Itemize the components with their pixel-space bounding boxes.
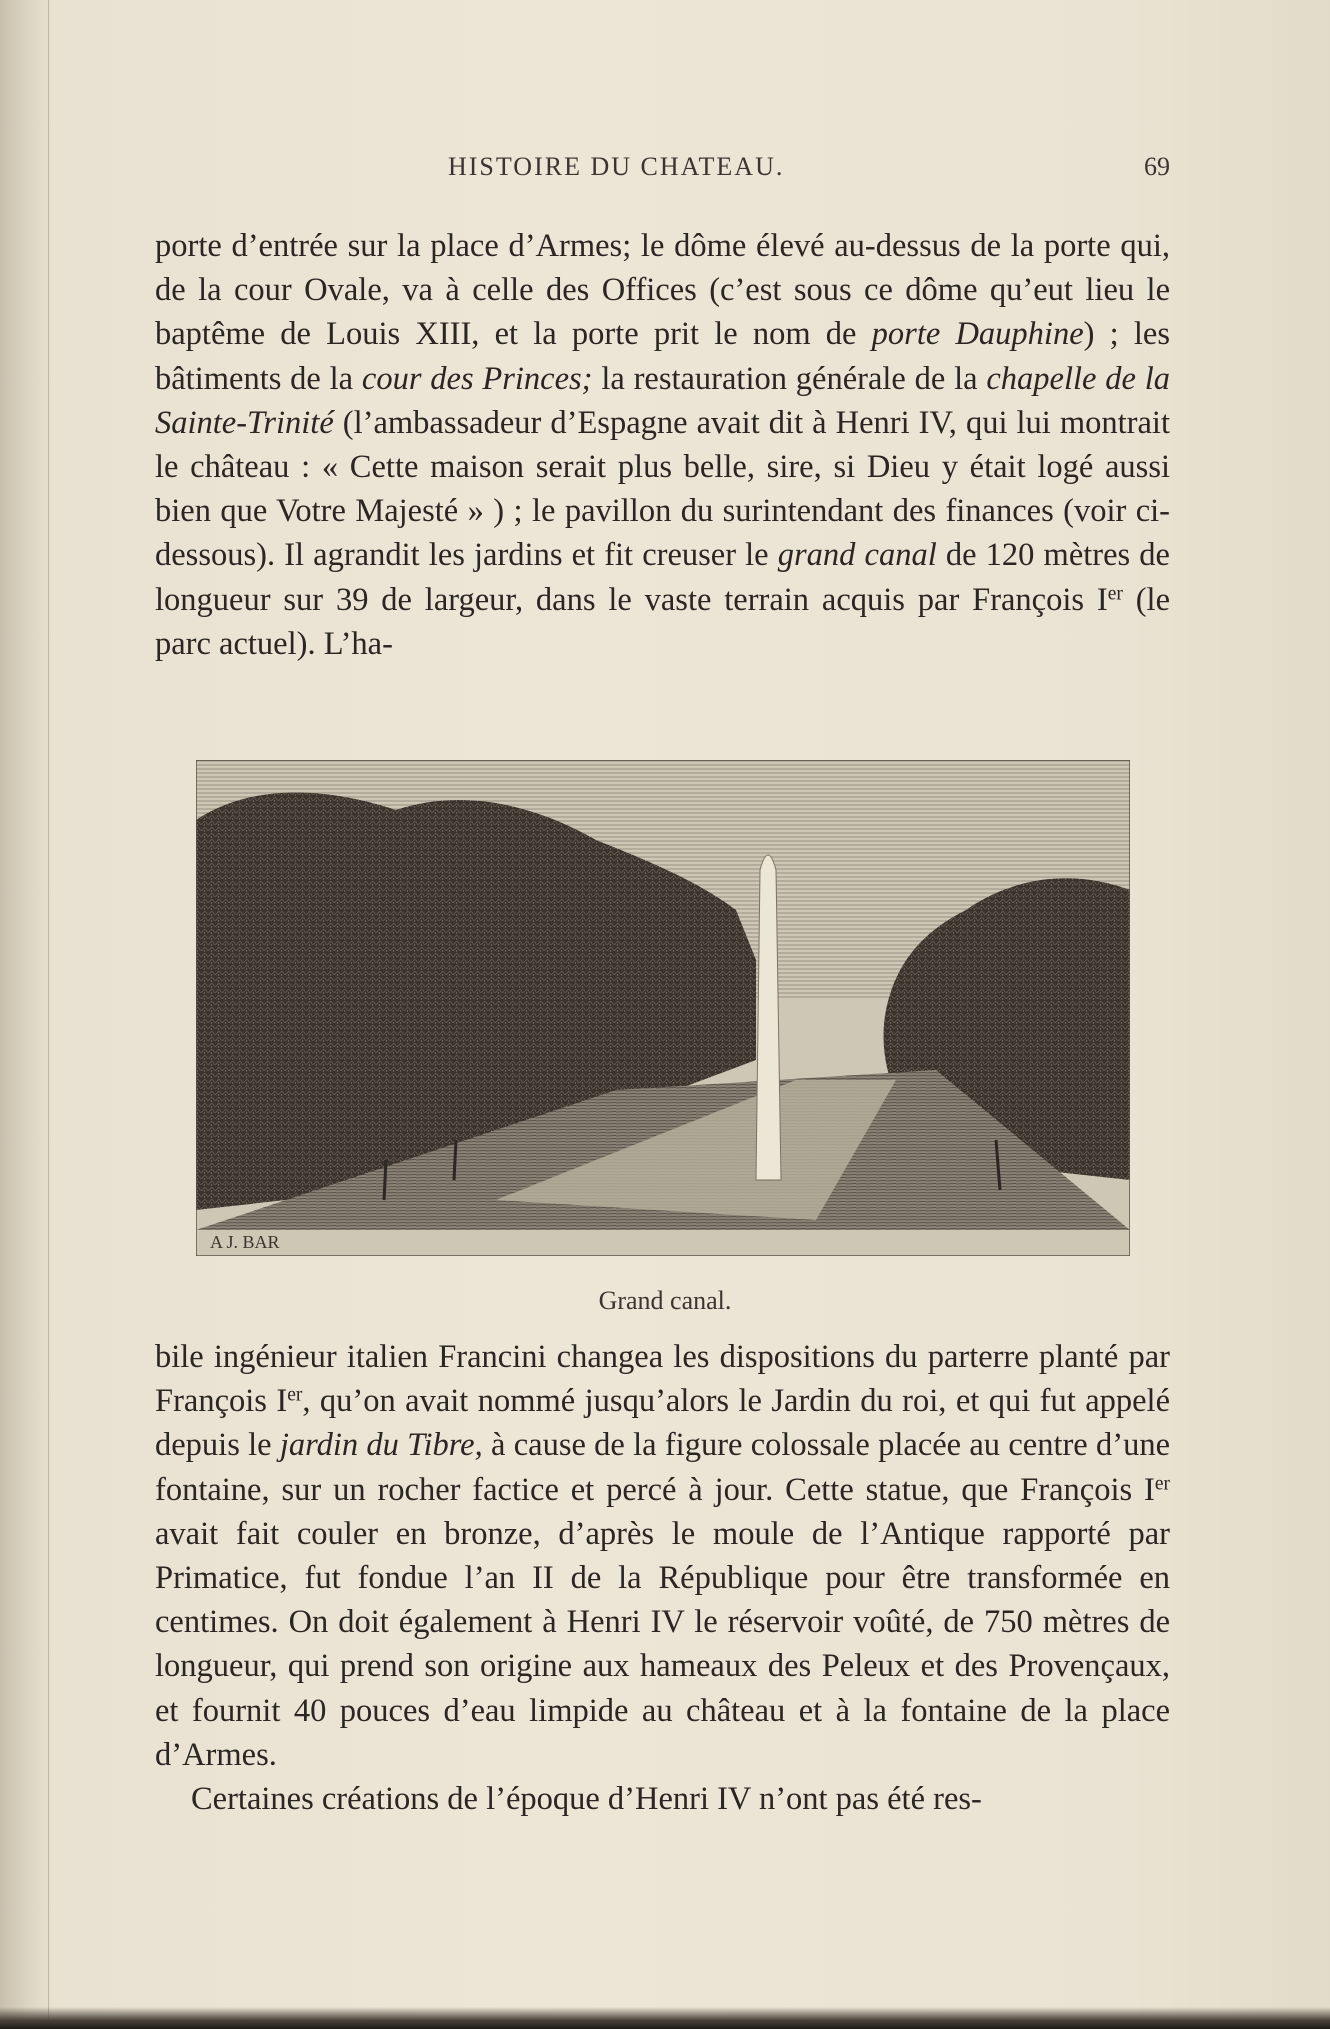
text-span: (le parc actuel). L’ha- [155,581,1170,662]
body-text-bottom [155,1335,1170,1821]
superscript: er [1107,582,1123,604]
text-span: la restauration générale de la [592,360,987,397]
paragraph [155,1335,1170,1777]
italic-term: jardin du Tibre, [279,1427,483,1464]
body-text-top [155,224,1170,666]
text-span: , qu’on avait nommé jusqu’alors le Jardin du roi, et qui fut appelé depuis le [155,1383,1171,1464]
italic-term: porte Dauphine [871,316,1084,353]
running-title: HISTOIRE DU CHATEAU. [448,152,785,181]
text-span: ) ; les bâtiments de la [155,316,1170,397]
paragraph [155,224,1170,666]
italic-term: cour des Princes; [361,360,593,397]
text-span: à cause de la figure colossale placée au centre d’une fontaine, sur un rocher factice et percé à jour. Cette statue, que François I [155,1427,1170,1508]
engraver-signature: A J. BAR [210,1232,280,1252]
superscript: er [287,1384,303,1406]
italic-term: chapelle de la Sainte-Trinité [155,360,1171,441]
text-span: (l’ambassadeur d’Espagne avait dit à Henri IV, qui lui montrait le château : « Cette maison serait plus belle, sire, si Dieu y était logé aussi bien que Votre Majesté » ) ; le pavillon du surintendant des finances (voir ci-dessous). Il agrandit les jardins et fit creuser le [155,404,1170,574]
running-header [155,152,1170,192]
text-span: porte d’entrée sur la place d’Armes; le dôme élevé au-dessus de la porte qui, de la cour Ovale, va à celle des Offices (c’est sous ce dôme qu’eut lieu le baptême de Louis XIII, et la porte prit le nom de [155,228,1170,353]
italic-term: grand canal [777,537,937,574]
text-span: avait fait couler en bronze, d’après le moule de l’Antique rapporté par Primatice, fut fondue l’an II de la République pour être transformée en centimes. On doit également à Henri IV le réservoir voûté, de 750 mètres de longueur, qui prend son origine aux hameaux des Peleux et des Provençaux, et fournit 40 pouces d’eau limpide au château et à la fontaine de la place d’Armes. [155,1515,1170,1773]
text-span: de 120 mètres de longueur sur 39 de largeur, dans le vaste terrain acquis par François I [155,537,1170,618]
figure-caption: Grand canal. [598,1286,732,1315]
paragraph: Certaines créations de l’époque d’Henri IV n’ont pas été res- [191,1781,982,1818]
superscript: er [1154,1472,1170,1494]
text-span: bile ingénieur italien Francini changea les dispositions du parterre planté par François I [155,1339,1170,1420]
page-gutter [0,0,49,2029]
page-edge-shadow [0,2007,1330,2029]
page-number: 69 [1144,152,1170,181]
grand-canal-engraving [196,760,1130,1256]
